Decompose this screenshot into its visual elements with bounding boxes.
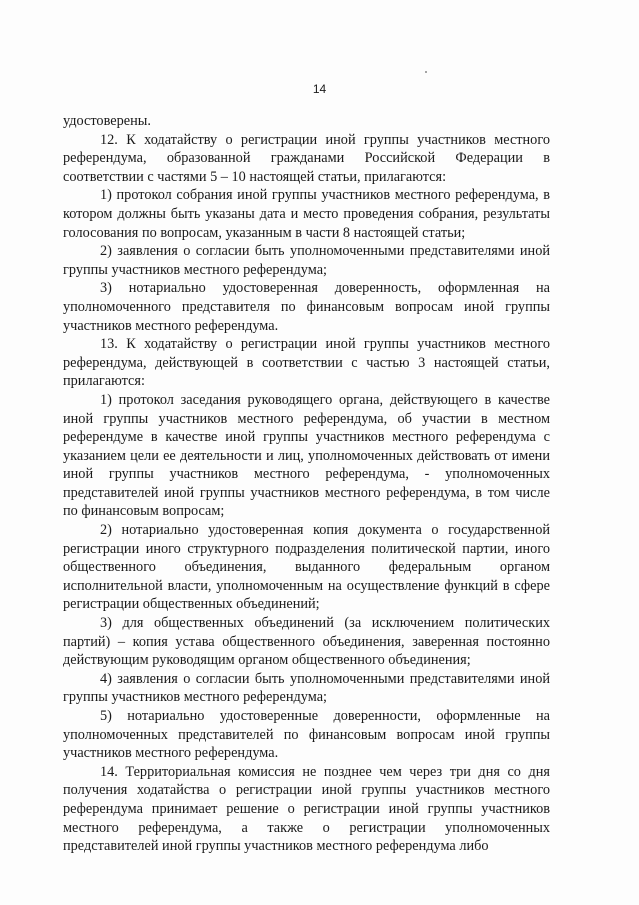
- document-body: [63, 112, 550, 856]
- paragraph-13: 13. К ходатайству о регистрации иной группы участников местного референдума, действующей в соответствии с частью 3 настоящей статьи, прилагаются:: [63, 336, 550, 390]
- paragraph-13-item-3: 3) для общественных объединений (за исключением политических партий) – копия устава общественного объединения, заверенная постоянно действующим руководящим органом общественного объединения;: [63, 615, 550, 669]
- paragraph-13-item-5: 5) нотариально удостоверенные доверенности, оформленные на уполномоченных представителей по финансовым вопросам иной группы участников местного референдума.: [63, 708, 550, 762]
- paragraph-12: 12. К ходатайству о регистрации иной группы участников местного референдума, образованной гражданами Российской Федерации в соответствии с частями 5 – 10 настоящей статьи, прилагаются:: [63, 131, 550, 185]
- paragraph-12-item-2: 2) заявления о согласии быть уполномоченными представителями иной группы участников местного референдума;: [63, 243, 550, 278]
- paragraph-14: 14. Территориальная комиссия не позднее чем через три дня со дня получения ходатайства о регистрации иной группы участников местного референдума принимает решение о регистрации иной группы участников местного референдума, а также о регистрации уполномоченных представителей иной группы участников местного референдума либо: [63, 763, 550, 855]
- paragraph-13-item-2: 2) нотариально удостоверенная копия документа о государственной регистрации иного структурного подразделения политической партии, иного общественного объединения, выданного федеральным органом исполнительной власти, уполномоченным на осуществление функций в сфере регистрации общественных объединений;: [63, 522, 550, 613]
- paragraph-12-item-3: 3) нотариально удостоверенная доверенность, оформленная на уполномоченного представителя по финансовым вопросам иной группы участников местного референдума.: [63, 280, 550, 334]
- paragraph-continuation: удостоверены.: [63, 113, 151, 129]
- page-number: 14: [312, 82, 327, 96]
- paragraph-12-item-1: 1) протокол собрания иной группы участников местного референдума, в котором должны быть указаны дата и место проведения собрания, результаты голосования по вопросам, указанным в части 8 настоящей статьи;: [63, 187, 550, 241]
- scan-speck: [425, 71, 427, 73]
- paragraph-13-item-4: 4) заявления о согласии быть уполномоченными представителями иной группы участников местного референдума;: [63, 670, 550, 706]
- paragraph-13-item-1: 1) протокол заседания руководящего органа, действующего в качестве иной группы участников местного референдума, об участии в местном референдуме в качестве иной группы участников местного референдума с указанием цели ее деятельности и лиц, уполномоченных действовать от имени иной группы участников местного референдума, - уполномоченных представителей иной группы участников местного референдума, в том числе по финансовым вопросам;: [63, 391, 550, 520]
